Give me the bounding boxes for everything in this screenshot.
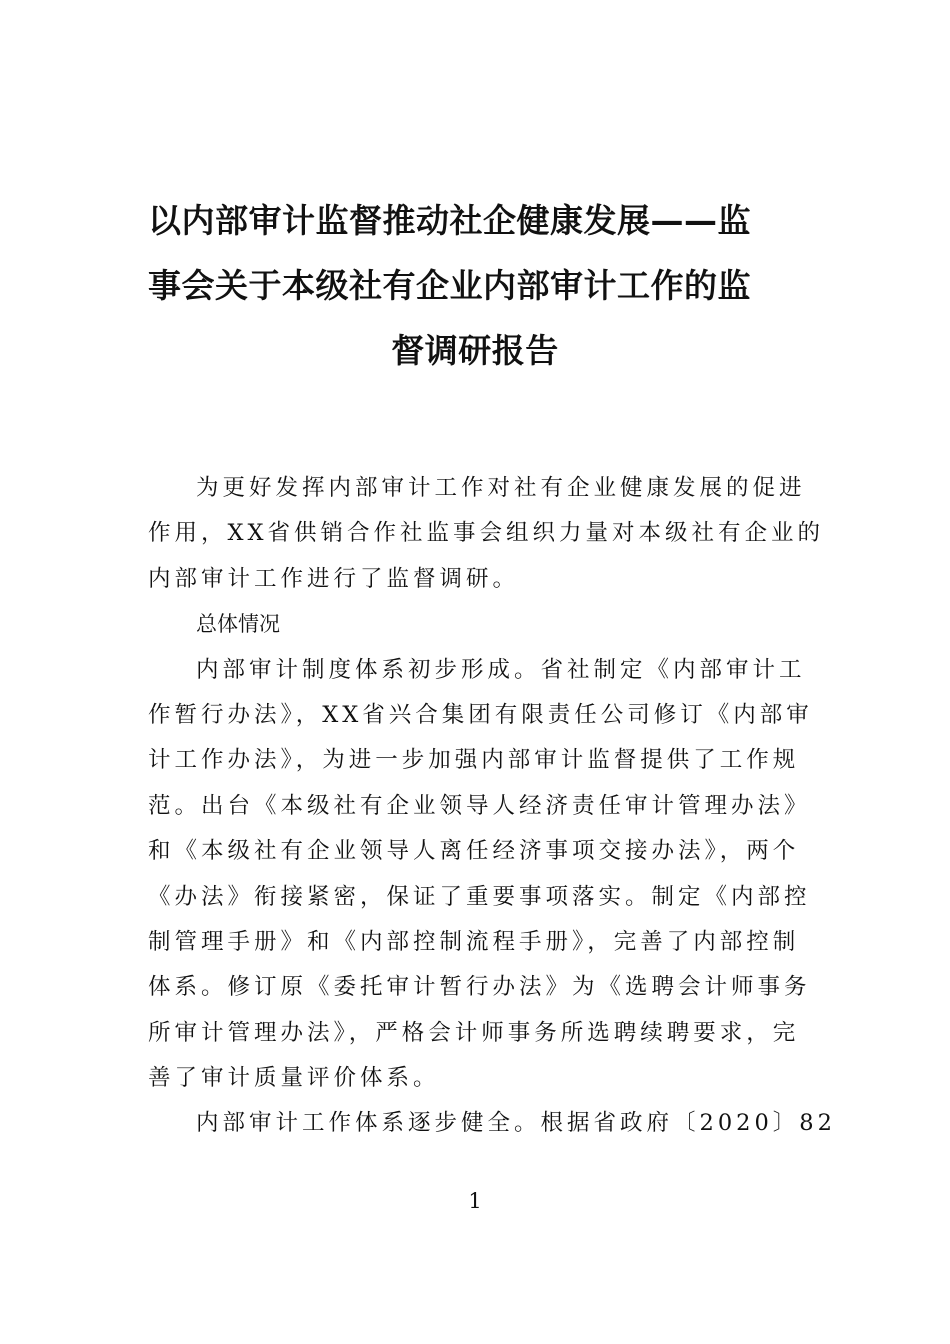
paragraph-line: 内部审计制度体系初步形成。省社制定《内部审计工 (196, 656, 806, 683)
paragraph-line: 为更好发挥内部审计工作对社有企业健康发展的促进 (196, 475, 806, 501)
document-body (148, 466, 836, 1147)
paragraph-line: 《办法》衔接紧密，保证了重要事项落实。制定《内部控 (148, 883, 811, 910)
paragraph-work-system (148, 1101, 836, 1146)
paragraph-line: 范。出台《本级社有企业领导人经济责任审计管理办法》 (148, 792, 811, 819)
document-title (148, 188, 802, 383)
paragraph-line: 和《本级社有企业领导人离任经济事项交接办法》，两个 (148, 838, 800, 865)
paragraph-line: 制管理手册》和《内部控制流程手册》，完善了内部控制 (148, 928, 800, 955)
paragraph-line: 内部审计工作体系逐步健全。根据省政府〔2020〕82 (196, 1110, 836, 1137)
paragraph-line: 内部审计工作进行了监督调研。 (148, 565, 520, 592)
paragraph-line: 作暂行办法》，XX省兴合集团有限责任公司修订《内部审 (148, 701, 813, 728)
title-line-3: 督调研报告 (391, 331, 559, 370)
paragraph-line: 所审计管理办法》，严格会计师事务所选聘续聘要求，完 (148, 1019, 800, 1046)
paragraph-system (148, 648, 813, 1102)
paragraph-intro (148, 466, 825, 602)
paragraph-line: 作用，XX省供销合作社监事会组织力量对本级社有企业的 (148, 520, 825, 547)
section-heading: 总体情况 (196, 612, 280, 637)
title-line-1: 以内部审计监督推动社企健康发展——监 (148, 201, 751, 240)
title-line-2: 事会关于本级社有企业内部审计工作的监 (148, 266, 751, 305)
paragraph-line: 计工作办法》，为进一步加强内部审计监督提供了工作规 (148, 747, 800, 774)
paragraph-line: 体系。修订原《委托审计暂行办法》为《选聘会计师事务 (148, 974, 811, 1001)
paragraph-line: 善了审计质量评价体系。 (148, 1065, 440, 1092)
page-number: 1 (468, 1189, 482, 1213)
